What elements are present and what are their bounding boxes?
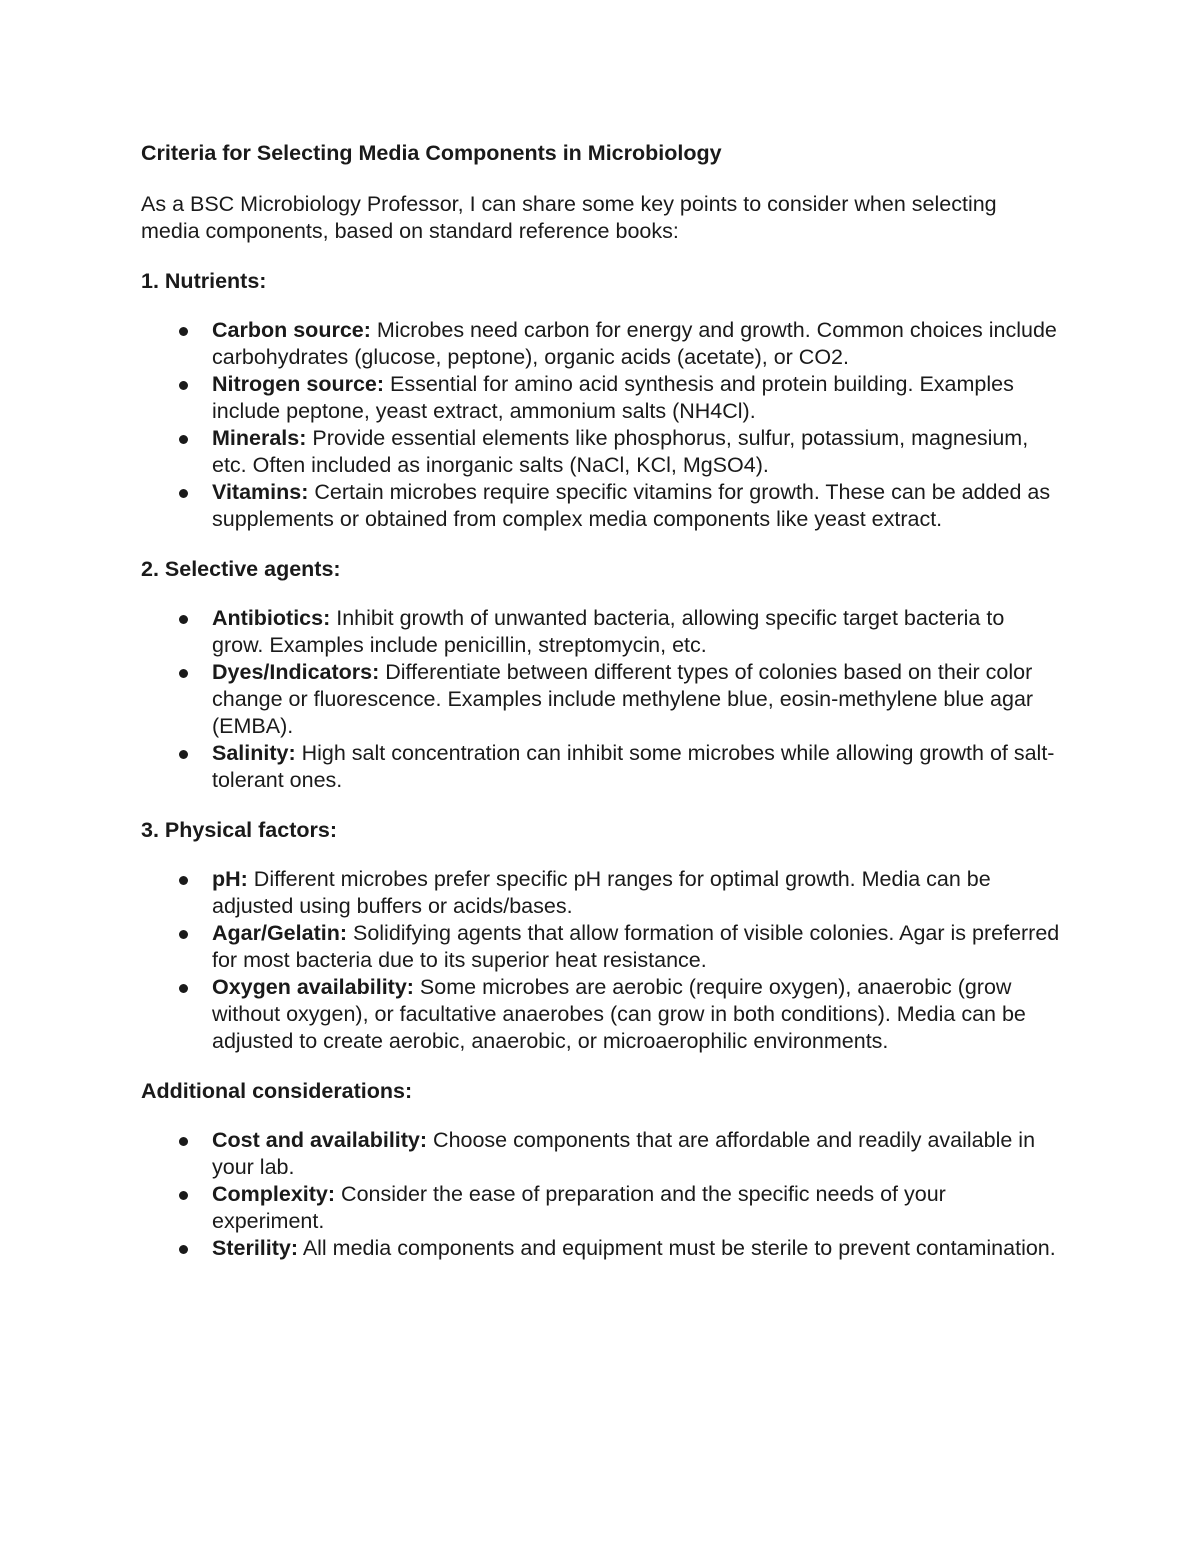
item-text: All media components and equipment must be sterile to prevent contamination. <box>298 1236 1056 1260</box>
section-heading-physical-factors: 3. Physical factors: <box>141 818 337 842</box>
list-item <box>141 659 1061 740</box>
list-item <box>141 371 1061 425</box>
item-term: Agar/Gelatin: <box>212 921 347 945</box>
item-term: Sterility: <box>212 1236 299 1260</box>
item-term: Cost and availability: <box>212 1128 428 1152</box>
item-text: Essential for amino acid synthesis and protein building. Examples include peptone, yeast extract, ammonium salts (NH4Cl). <box>212 372 1014 423</box>
item-text: Inhibit growth of unwanted bacteria, allowing specific target bacteria to grow. Examples include penicillin, streptomycin, etc. <box>212 606 1005 657</box>
item-text: Microbes need carbon for energy and growth. Common choices include carbohydrates (glucose, peptone), organic acids (acetate), or CO2. <box>212 318 1057 369</box>
bullet-icon <box>179 1245 188 1254</box>
item-term: Salinity: <box>212 741 296 765</box>
item-text: Certain microbes require specific vitamins for growth. These can be added as supplements or obtained from complex media components like yeast extract. <box>212 480 1051 531</box>
section-heading-selective-agents: 2. Selective agents: <box>141 557 341 581</box>
item-term: Complexity: <box>212 1182 336 1206</box>
bullet-list-physical-factors <box>141 866 1061 1055</box>
bullet-icon <box>179 669 188 678</box>
item-text: Consider the ease of preparation and the specific needs of your experiment. <box>212 1182 946 1233</box>
bullet-icon <box>179 984 188 993</box>
bullet-icon <box>179 1137 188 1146</box>
bullet-icon <box>179 381 188 390</box>
item-term: Carbon source: <box>212 318 371 342</box>
list-item <box>141 479 1061 533</box>
document-page <box>141 140 1061 1285</box>
item-term: Oxygen availability: <box>212 975 414 999</box>
list-item <box>141 974 1061 1055</box>
bullet-icon <box>179 1191 188 1200</box>
intro-paragraph: As a BSC Microbiology Professor, I can share some key points to consider when selecting media components, based on standard reference books: <box>141 192 997 243</box>
section-heading-additional-considerations: Additional considerations: <box>141 1079 413 1103</box>
bullet-icon <box>179 876 188 885</box>
list-item <box>141 1235 1061 1262</box>
item-term: Vitamins: <box>212 480 309 504</box>
bullet-icon <box>179 489 188 498</box>
bullet-list-nutrients <box>141 317 1061 533</box>
item-term: Nitrogen source: <box>212 372 385 396</box>
item-term: Dyes/Indicators: <box>212 660 380 684</box>
item-text: Some microbes are aerobic (require oxygen), anaerobic (grow without oxygen), or facultative anaerobes (can grow in both conditions). Media can be adjusted to create aerobic, anaerobic, or microaerophilic environments. <box>212 975 1026 1053</box>
item-text: Provide essential elements like phosphorus, sulfur, potassium, magnesium, etc. Often included as inorganic salts (NaCl, KCl, MgSO4). <box>212 426 1029 477</box>
bullet-list-selective-agents <box>141 605 1061 794</box>
list-item <box>141 740 1061 794</box>
item-term: pH: <box>212 867 248 891</box>
item-text: Different microbes prefer specific pH ranges for optimal growth. Media can be adjusted using buffers or acids/bases. <box>212 867 991 918</box>
document-title: Criteria for Selecting Media Components in Microbiology <box>141 141 722 165</box>
bullet-icon <box>179 750 188 759</box>
list-item <box>141 317 1061 371</box>
bullet-icon <box>179 930 188 939</box>
list-item <box>141 1181 1061 1235</box>
bullet-list-additional-considerations <box>141 1127 1061 1262</box>
section-heading-nutrients: 1. Nutrients: <box>141 269 267 293</box>
list-item <box>141 920 1061 974</box>
list-item <box>141 866 1061 920</box>
item-text: Differentiate between different types of colonies based on their color change or fluorescence. Examples include methylene blue, eosin-methylene blue agar (EMBA). <box>212 660 1034 738</box>
item-text: Solidifying agents that allow formation of visible colonies. Agar is preferred for most bacteria due to its superior heat resistance. <box>212 921 1060 972</box>
item-term: Antibiotics: <box>212 606 331 630</box>
list-item <box>141 1127 1061 1181</box>
item-text: High salt concentration can inhibit some microbes while allowing growth of salt-tolerant ones. <box>212 741 1055 792</box>
item-text: Choose components that are affordable and readily available in your lab. <box>212 1128 1036 1179</box>
list-item <box>141 425 1061 479</box>
bullet-icon <box>179 435 188 444</box>
bullet-icon <box>179 615 188 624</box>
bullet-icon <box>179 327 188 336</box>
list-item <box>141 605 1061 659</box>
item-term: Minerals: <box>212 426 307 450</box>
